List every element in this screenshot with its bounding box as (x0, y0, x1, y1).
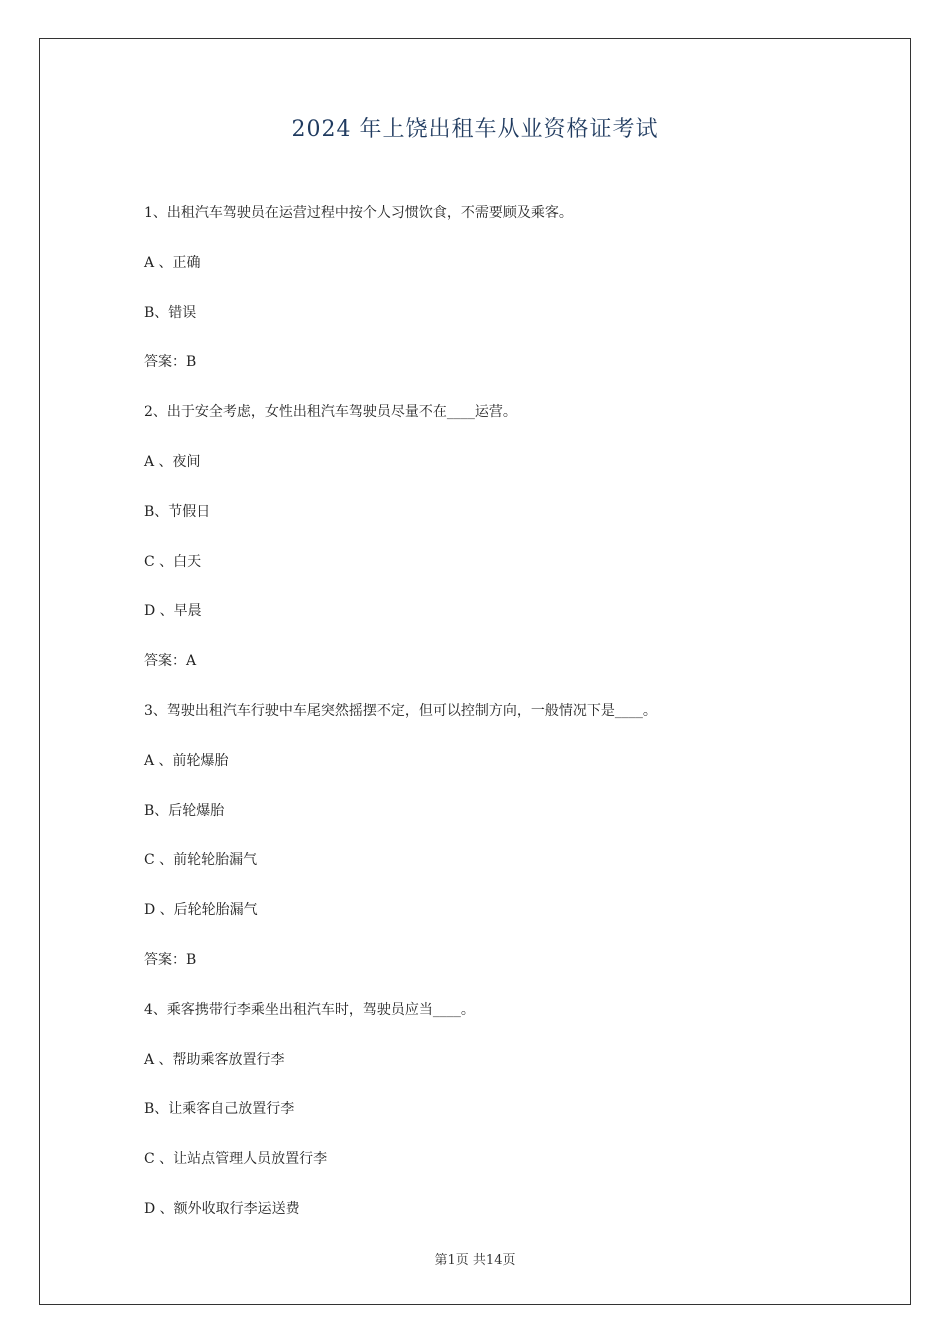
question-4-stem: 4、乘客携带行李乘坐出租汽车时，驾驶员应当____。 (144, 1001, 475, 1018)
question-1-option-a: A 、正确 (144, 254, 201, 271)
question-4-option-a: A 、帮助乘客放置行李 (144, 1051, 285, 1068)
document-title: 2024 年上饶出租车从业资格证考试 (291, 117, 659, 142)
question-1-stem: 1、出租汽车驾驶员在运营过程中按个人习惯饮食，不需要顾及乘客。 (144, 205, 573, 221)
question-list (144, 203, 844, 1249)
question-3-stem: 3、驾驶出租汽车行驶中车尾突然摇摆不定，但可以控制方向，一般情况下是____。 (144, 702, 657, 719)
question-3-option-d: D 、后轮轮胎漏气 (144, 902, 258, 919)
question-3-option-b: B、后轮爆胎 (144, 802, 225, 819)
question-2-option-a: A 、夜间 (144, 453, 201, 470)
question-4-option-d: D 、额外收取行李运送费 (144, 1200, 300, 1217)
question-2-option-c: C 、白天 (144, 553, 202, 570)
question-4-option-c: C 、让站点管理人员放置行李 (144, 1151, 328, 1168)
question-2-option-d: D 、早晨 (144, 603, 202, 620)
question-4-option-b: B、让乘客自己放置行李 (144, 1101, 295, 1118)
question-2-option-b: B、节假日 (144, 503, 211, 520)
question-3-answer: 答案：B (144, 951, 197, 968)
question-2-stem: 2、出于安全考虑，女性出租汽车驾驶员尽量不在____运营。 (144, 404, 517, 421)
question-2-answer: 答案：A (144, 653, 197, 670)
question-1-option-b: B、错误 (144, 304, 197, 321)
question-3-option-c: C 、前轮轮胎漏气 (144, 852, 258, 869)
question-3-option-a: A 、前轮爆胎 (144, 752, 229, 769)
question-1-answer: 答案：B (144, 354, 197, 371)
page-footer: 第1页 共14页 (434, 1253, 516, 1268)
